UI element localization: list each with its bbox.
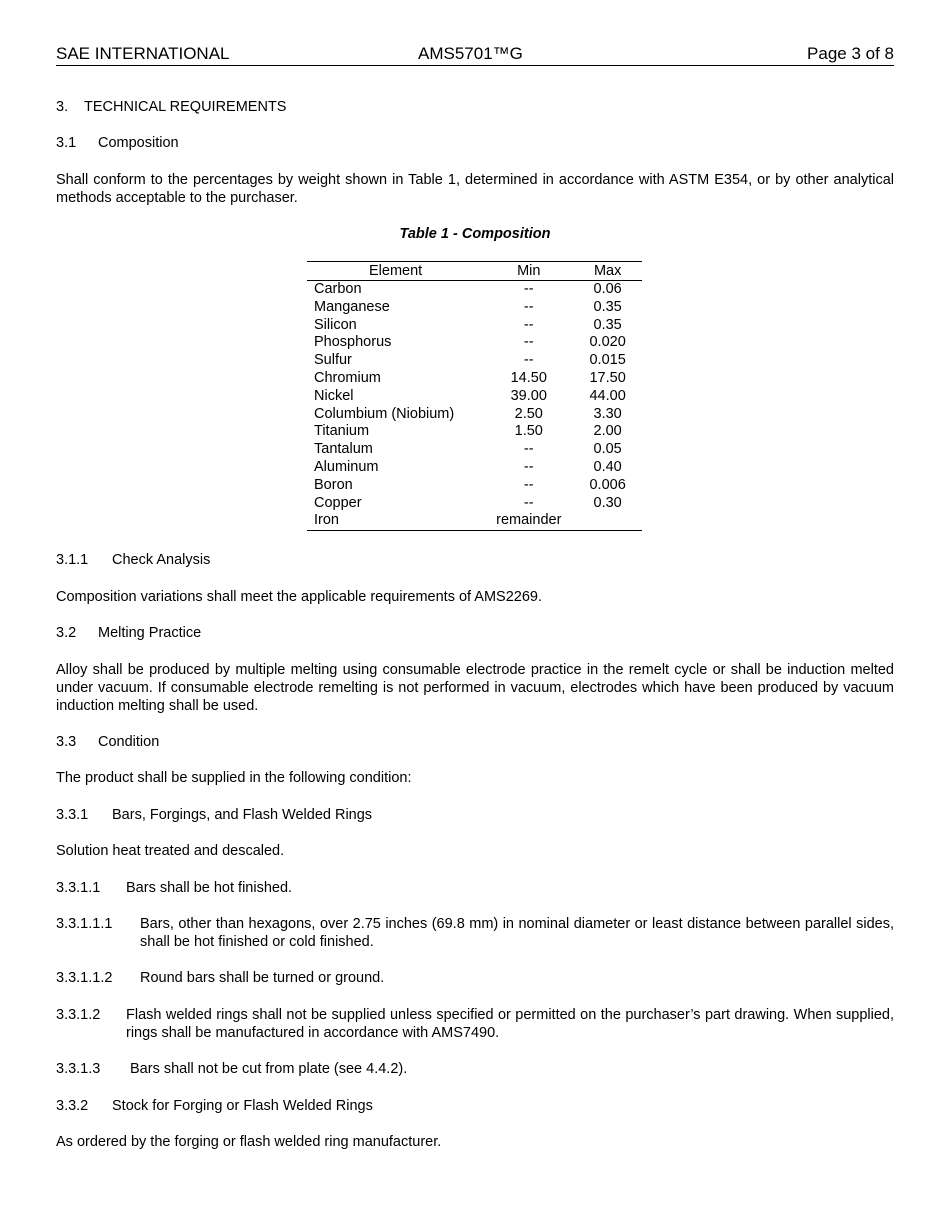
table-row: [307, 477, 642, 495]
page-header: [56, 43, 894, 66]
section-3-3-1-1-1: [56, 915, 894, 951]
section-3-3-2-body: As ordered by the forging or flash welded ring manufacturer.: [56, 1134, 442, 1150]
cell-min: --: [523, 334, 534, 351]
cell-max: 44.00: [589, 387, 626, 404]
cell-element: Columbium (Niobium): [314, 405, 455, 422]
table-row: [307, 370, 642, 388]
cell-max: 0.35: [593, 316, 622, 333]
section-3-3-1-2: [56, 1006, 894, 1042]
cell-min: 14.50: [510, 369, 547, 386]
cell-element: Titanium: [314, 423, 370, 440]
section-number: 3.3.1.2: [56, 1007, 101, 1023]
section-number: 3.3.1: [56, 807, 89, 823]
cell-element: Aluminum: [314, 458, 379, 475]
table-row: [307, 334, 642, 352]
header-doc-id: AMS5701™G: [418, 44, 523, 63]
cell-max: 0.40: [593, 458, 622, 475]
cell-element: Carbon: [314, 281, 362, 297]
table-row: [307, 459, 642, 477]
cell-element: Silicon: [314, 316, 357, 333]
cell-element: Manganese: [314, 298, 390, 315]
table-row: [307, 388, 642, 406]
section-3-3-heading: [56, 733, 159, 751]
header-page-number: Page 3 of 8: [807, 44, 894, 63]
table-row: [307, 281, 642, 299]
section-number: 3.2: [56, 625, 77, 641]
cell-min: 39.00: [510, 387, 547, 404]
section-3-heading: [56, 98, 286, 116]
table-row: [307, 317, 642, 335]
section-number: 3.3.2: [56, 1098, 89, 1114]
section-title: Stock for Forging or Flash Welded Rings: [112, 1098, 373, 1114]
cell-max: 0.020: [589, 334, 626, 351]
cell-min: --: [523, 458, 534, 475]
cell-min: 2.50: [514, 405, 543, 422]
cell-min: remainder: [484, 512, 573, 530]
cell-min: --: [523, 494, 534, 511]
cell-max: 3.30: [593, 405, 622, 422]
cell-max: 0.35: [593, 298, 622, 315]
section-title: Check Analysis: [112, 552, 211, 568]
section-number: 3.: [56, 99, 69, 115]
cell-element: Chromium: [314, 369, 381, 386]
section-3-3-1-3: [56, 1060, 407, 1078]
cell-min: --: [523, 281, 534, 297]
cell-max: [573, 512, 642, 530]
table-header-row: [307, 262, 642, 281]
cell-element: Iron: [307, 512, 484, 530]
cell-max: 0.30: [593, 494, 622, 511]
section-title: Condition: [98, 734, 160, 750]
column-header-max: Max: [573, 262, 642, 281]
table-caption: Table 1 - Composition: [399, 226, 551, 242]
section-body: Bars shall be hot finished.: [126, 880, 293, 896]
table-row: [307, 512, 642, 530]
section-number: 3.1.1: [56, 552, 89, 568]
cell-max: 0.05: [593, 441, 622, 458]
header-org: SAE INTERNATIONAL: [56, 44, 230, 63]
cell-max: 0.006: [589, 476, 626, 493]
cell-element: Sulfur: [314, 352, 352, 369]
column-header-min: Min: [484, 262, 573, 281]
cell-element: Boron: [314, 476, 353, 493]
section-3-3-1-body: Solution heat treated and descaled.: [56, 843, 285, 859]
cell-element: Nickel: [314, 387, 354, 404]
cell-min: --: [523, 298, 534, 315]
section-number: 3.3.1.1: [56, 880, 101, 896]
section-3-1-body: Shall conform to the percentages by weight shown in Table 1, determined in accordance with ASTM E354, or by other analytical methods acceptable to the purchaser.: [56, 172, 894, 206]
section-title: TECHNICAL REQUIREMENTS: [84, 99, 287, 115]
cell-min: --: [523, 476, 534, 493]
cell-min: --: [523, 316, 534, 333]
section-3-3-2-heading: [56, 1097, 373, 1115]
cell-min: 1.50: [514, 423, 543, 440]
cell-min: --: [523, 352, 534, 369]
section-body: Bars shall not be cut from plate (see 4.4.2).: [130, 1061, 408, 1077]
section-3-3-1-1-2: [56, 969, 384, 987]
cell-min: --: [523, 441, 534, 458]
section-number: 3.3.1.1.1: [56, 916, 113, 932]
section-number: 3.1: [56, 135, 77, 151]
section-number: 3.3.1.1.2: [56, 970, 113, 986]
composition-table: [307, 261, 642, 531]
column-header-element: Element: [307, 262, 484, 281]
section-body: Bars, other than hexagons, over 2.75 inches (69.8 mm) in nominal diameter or least distance between parallel sides, shall be hot finished or cold finished.: [140, 916, 894, 950]
section-3-1-heading: [56, 134, 179, 152]
section-body: Flash welded rings shall not be supplied unless specified or permitted on the purchaser’s part drawing. When supplied, rings shall be manufactured in accordance with AMS7490.: [126, 1007, 894, 1041]
cell-max: 0.015: [589, 352, 626, 369]
cell-max: 17.50: [589, 369, 626, 386]
section-title: Melting Practice: [98, 625, 202, 641]
section-title: Bars, Forgings, and Flash Welded Rings: [112, 807, 373, 823]
table-row: [307, 299, 642, 317]
table-row: [307, 352, 642, 370]
cell-element: Tantalum: [314, 441, 373, 458]
section-3-2-heading: [56, 624, 201, 642]
section-3-2-body: Alloy shall be produced by multiple melting using consumable electrode practice in the remelt cycle or shall be induction melted under vacuum. If consumable electrode remelting is not performed in vacuum, electrodes which have been produced by vacuum induction melting shall be used.: [56, 662, 894, 714]
section-3-1-1-body: Composition variations shall meet the applicable requirements of AMS2269.: [56, 589, 543, 605]
cell-max: 2.00: [593, 423, 622, 440]
section-number: 3.3: [56, 734, 77, 750]
section-body: Round bars shall be turned or ground.: [140, 970, 385, 986]
section-3-1-1-heading: [56, 551, 210, 569]
section-3-3-body: The product shall be supplied in the following condition:: [56, 770, 412, 786]
section-number: 3.3.1.3: [56, 1061, 101, 1077]
cell-element: Phosphorus: [314, 334, 392, 351]
cell-max: 0.06: [593, 281, 622, 297]
table-row: [307, 441, 642, 459]
cell-element: Copper: [314, 494, 362, 511]
section-title: Composition: [98, 135, 179, 151]
table-row: [307, 406, 642, 424]
section-3-3-1-heading: [56, 806, 372, 824]
table-row: [307, 423, 642, 441]
section-3-3-1-1: [56, 879, 292, 897]
table-row: [307, 495, 642, 513]
